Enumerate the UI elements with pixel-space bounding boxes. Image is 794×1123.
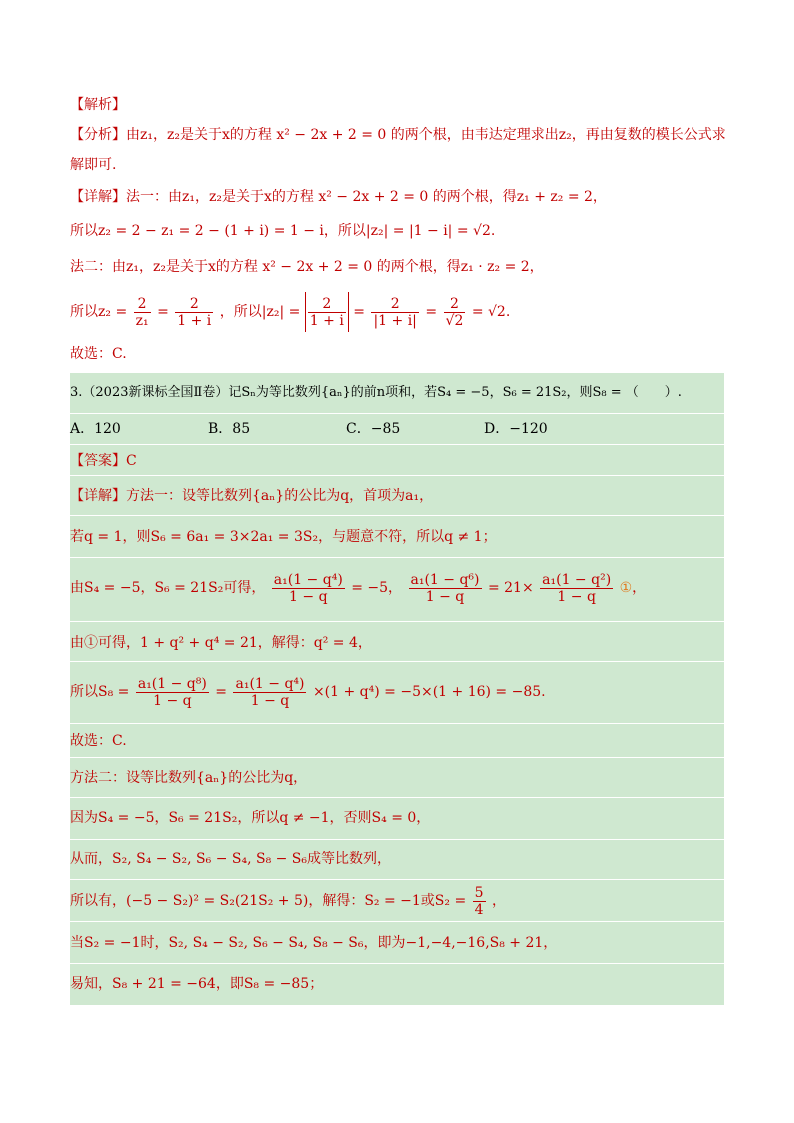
s8-tail: ×(1 + q⁴) = −5×(1 + 16) = −85. (312, 684, 546, 700)
frac-num: a₁(1 − q⁴) (235, 675, 305, 692)
q3-line-12: 易知，S₈ + 21 = −64，即S₈ = −85； (70, 976, 324, 992)
option-b: B．85 (208, 421, 251, 437)
q3-line-7: 方法二：设等比数列{aₙ}的公比为q， (70, 770, 308, 786)
eq-sign: = (425, 304, 438, 320)
s2-tail: ， (492, 893, 507, 909)
q3-stem: 3.（2023新课标全国Ⅱ卷）记Sₙ为等比数列{aₙ}的前n项和，若S₄ = −5，S₆ = 21S₂，则S₈ = （ ）. (70, 385, 682, 400)
q3-detail-label: 【详解】 (70, 488, 126, 504)
section-header: 【解析】 (70, 97, 126, 113)
fraction-2-over-z1 (134, 296, 151, 329)
frac-den: 1 − q (409, 588, 482, 605)
m2-mid: ，所以|z₂| = (219, 304, 305, 320)
option-c: C．−85 (346, 421, 401, 437)
analysis-text-1: 由z₁，z₂是关于x的方程 x² − 2x + 2 = 0 的两个根，由韦达定理求出z₂，再由复数的模长公式求 (126, 127, 726, 143)
detail-answer: 故选：C. (70, 346, 127, 362)
frac-num: a₁(1 − q⁴) (273, 571, 343, 588)
q3-line-11: 当S₂ = −1时，S₂, S₄ − S₂, S₆ − S₄, S₈ − S₆，即为−1,−4,−16,S₈ + 21， (70, 935, 558, 951)
fraction-5-over-4 (473, 885, 486, 918)
frac-num: 5 (474, 884, 484, 901)
q3-line-5-pre: 所以S₈ = (70, 684, 134, 700)
frac-num: 2 (322, 295, 332, 312)
detail-m1-line-2: 所以z₂ = 2 − z₁ = 2 − (1 + i) = 1 − i，所以|z₂| = |1 − i| = √2. (70, 223, 496, 239)
eq-b: = 21× (487, 580, 534, 596)
row-divider (70, 879, 724, 880)
abs-fraction (305, 292, 349, 332)
frac-num: 2 (450, 295, 459, 312)
row-divider (70, 797, 724, 798)
m2-pre: 所以z₂ = (70, 304, 132, 320)
row-divider (70, 515, 724, 516)
frac-den: z₁ (135, 312, 149, 329)
fraction-s8 (136, 676, 209, 709)
row-divider (70, 723, 724, 724)
frac-den: 4 (474, 901, 484, 918)
q3-line-10 (70, 881, 724, 921)
q3-line-9: 从而，S₂, S₄ − S₂, S₆ − S₄, S₈ − S₆成等比数列， (70, 851, 392, 867)
frac-den: √2 (445, 312, 464, 329)
row-divider (70, 413, 724, 414)
frac-den: |1 + i| (373, 312, 417, 329)
row-divider (70, 475, 724, 476)
fraction-2-over-1-plus-i (175, 296, 213, 329)
analysis-line-1 (70, 124, 724, 146)
frac-num: a₁(1 − q⁸) (137, 675, 207, 692)
row-divider (70, 921, 724, 922)
q3-answer (70, 450, 724, 472)
fraction-abs (308, 296, 346, 329)
frac-num: a₁(1 − q⁶) (410, 571, 480, 588)
fraction-2-over-sqrt2 (444, 296, 466, 329)
frac-den: 1 − q (540, 588, 613, 605)
eq-sign: = (157, 304, 169, 320)
eq-a: = −5， (351, 580, 403, 596)
detail-m2-line-1: 法二：由z₁，z₂是关于x的方程 x² − 2x + 2 = 0 的两个根，得z₁ · z₂ = 2， (70, 259, 544, 275)
frac-den: 1 − q (136, 692, 209, 709)
row-divider (70, 444, 724, 445)
frac-den: 1 + i (177, 312, 212, 329)
row-divider (70, 839, 724, 840)
frac-num: 2 (390, 295, 400, 312)
row-divider (70, 661, 724, 662)
analysis-label: 【分析】 (70, 127, 126, 143)
answer-value: C (126, 453, 137, 469)
eq-sign: = (353, 304, 365, 320)
option-d: D．−120 (484, 421, 548, 437)
q3-line-3-pre: 由S₄ = −5，S₆ = 21S₂可得， (70, 580, 266, 596)
detail-label: 【详解】 (70, 189, 126, 205)
frac-num: a₁(1 − q²) (542, 571, 612, 588)
frac-num: 2 (189, 295, 199, 312)
fraction-s6 (409, 572, 482, 605)
m2-end: = √2. (471, 304, 511, 320)
q3-line-10-pre: 所以有，(−5 − S₂)² = S₂(21S₂ + 5)，解得：S₂ = −1或S₂ = (70, 893, 471, 909)
row-divider (70, 557, 724, 558)
frac-den: 1 + i (309, 312, 344, 329)
q3-line-8: 因为S₄ = −5，S₆ = 21S₂，所以q ≠ −1，否则S₄ = 0， (70, 810, 431, 826)
q3-detail-line-1 (70, 485, 724, 507)
row-divider (70, 757, 724, 758)
eq-end: ， (632, 580, 647, 596)
fraction-s2 (540, 572, 613, 605)
q3-line-3 (70, 566, 724, 610)
row-divider (70, 963, 724, 964)
q3-line-5 (70, 670, 724, 714)
answer-label: 【答案】 (70, 453, 126, 469)
fraction-s4 (272, 572, 345, 605)
q3-options (70, 418, 724, 440)
q3-line-4: 由①可得，1 + q² + q⁴ = 21，解得：q² = 4， (70, 635, 372, 651)
fraction-2-over-abs (371, 296, 418, 329)
fraction-s4-again (233, 676, 306, 709)
detail-m2-line-2 (70, 292, 724, 332)
frac-num: 2 (137, 295, 147, 312)
detail-m1-line-1 (70, 186, 724, 208)
analysis-line-2: 解即可. (70, 157, 117, 173)
eq-sign: = (215, 684, 228, 700)
q3-line-6: 故选：C. (70, 733, 127, 749)
circled-one-marker: ① (619, 580, 633, 596)
frac-den: 1 − q (272, 588, 345, 605)
row-divider (70, 621, 724, 622)
detail-m1-text-1: 法一：由z₁，z₂是关于x的方程 x² − 2x + 2 = 0 的两个根，得z₁ + z₂ = 2， (126, 189, 607, 205)
frac-den: 1 − q (233, 692, 306, 709)
q3-line-2: 若q = 1，则S₆ = 6a₁ = 3×2a₁ = 3S₂，与题意不符，所以q ≠ 1； (70, 529, 497, 545)
q3-detail-text: 方法一：设等比数列{aₙ}的公比为q，首项为a₁， (126, 488, 434, 504)
option-a: A．120 (70, 421, 121, 437)
